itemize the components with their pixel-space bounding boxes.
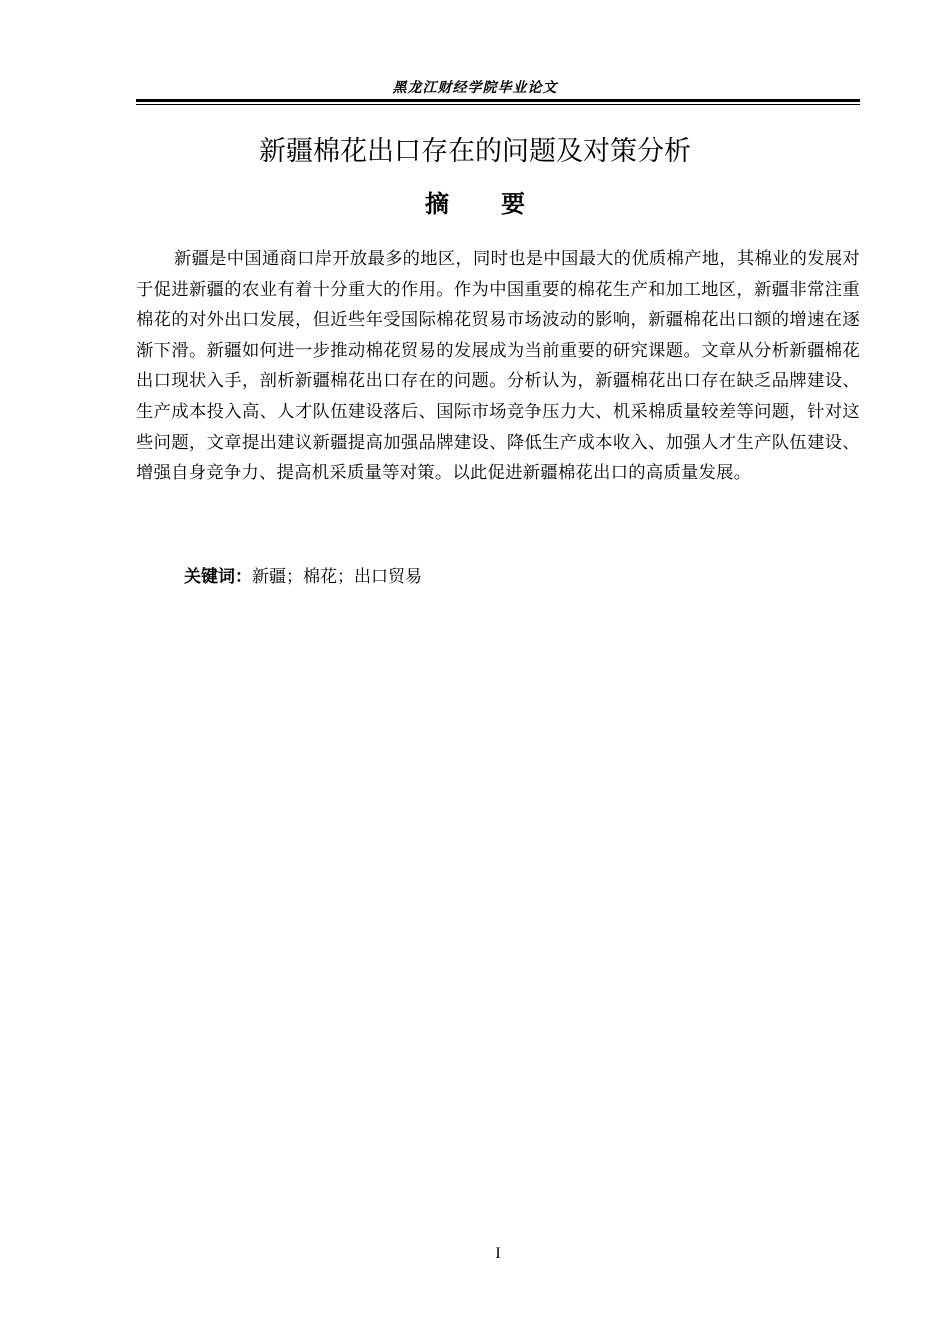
keywords-label: 关键词： [184, 567, 252, 587]
keywords-value: 新疆；棉花；出口贸易 [252, 567, 422, 587]
header-rule-thick [136, 99, 860, 102]
abstract-body: 新疆是中国通商口岸开放最多的地区，同时也是中国最大的优质棉产地，其棉业的发展对于促进新疆的农业有着十分重大的作用。作为中国重要的棉花生产和加工地区，新疆非常注重棉花的对外出口发展，但近些年受国际棉花贸易市场波动的影响，新疆棉花出口额的增速在逐渐下滑。新疆如何进一步推动棉花贸易的发展成为当前重要的研究课题。文章从分析新疆棉花出口现状入手，剖析新疆棉花出口存在的问题。分析认为，新疆棉花出口存在缺乏品牌建设、生产成本投入高、人才队伍建设落后、国际市场竞争压力大、机采棉质量较差等问题，针对这些问题，文章提出建议新疆提高加强品牌建设、降低生产成本收入、加强人才生产队伍建设、增强自身竞争力、提高机采质量等对策。以此促进新疆棉花出口的高质量发展。 [136, 249, 860, 484]
running-header: 黑龙江财经学院毕业论文 [392, 80, 558, 96]
header-rule-thin [136, 104, 860, 105]
paper-title: 新疆棉花出口存在的问题及对策分析 [259, 136, 691, 167]
page-number: I [495, 1245, 501, 1262]
abstract-heading: 摘要 [425, 190, 577, 218]
keywords-line [184, 564, 422, 590]
